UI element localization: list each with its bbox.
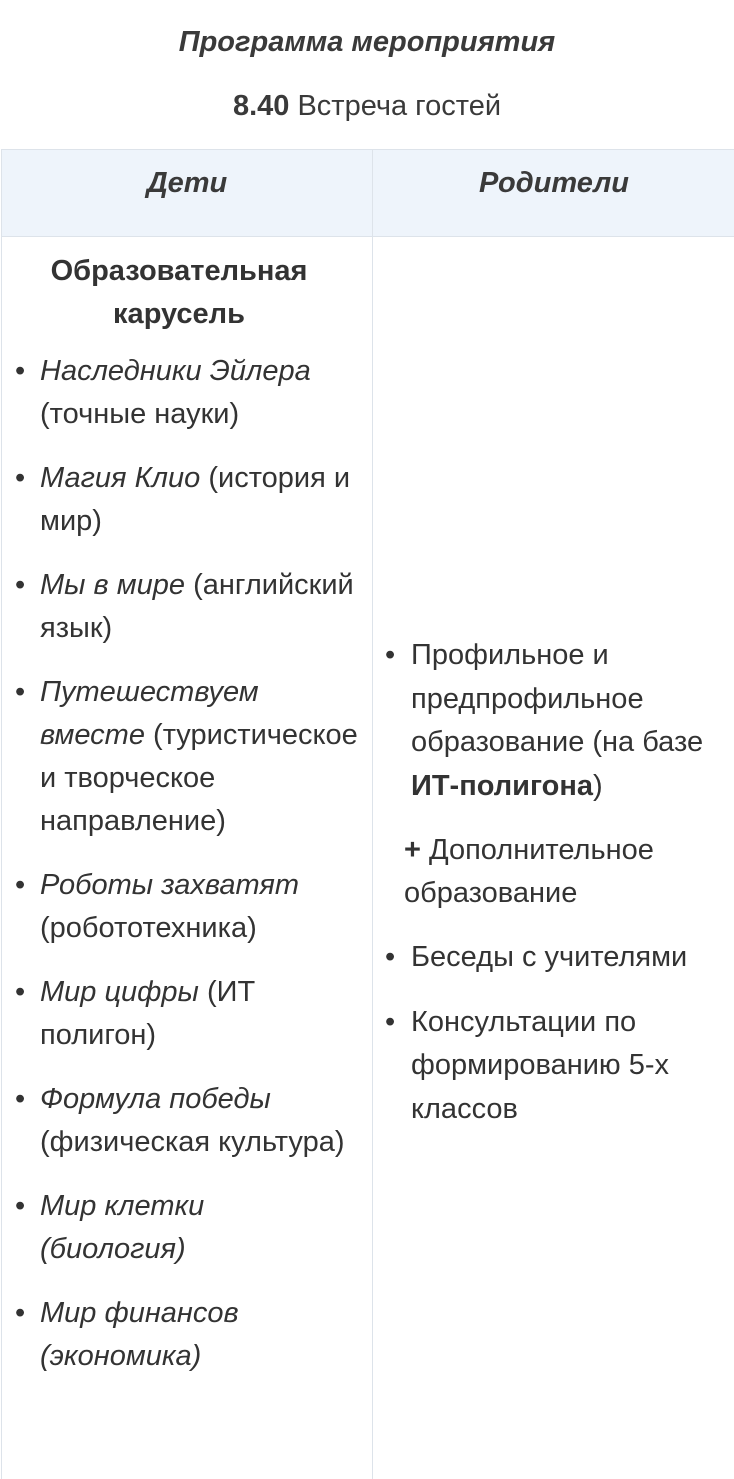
item-name: Мир цифры [40, 976, 199, 1008]
bullet-icon: • [15, 1190, 26, 1222]
plus-icon: + [404, 834, 421, 866]
kids-list [2, 350, 372, 1378]
column-header-kids: Дети [146, 167, 228, 199]
parents-cell [373, 634, 734, 1152]
list-item [2, 671, 358, 843]
item-name: Формула победы [40, 1083, 271, 1115]
event-time: 8.40 [232, 90, 290, 122]
bullet-icon: • [15, 355, 26, 387]
item-desc: (точные науки) [40, 398, 240, 430]
item-text: Консультации по формированию 5-х классов [411, 1005, 670, 1125]
item-name: Путешествуем вместе [40, 676, 259, 751]
list-item [2, 1078, 358, 1164]
list-item [2, 1292, 358, 1378]
bullet-icon: • [385, 941, 396, 973]
item-name: Роботы захватят [40, 869, 300, 901]
item-desc: (биология) [40, 1233, 186, 1265]
column-header-parents: Родители [479, 167, 629, 199]
bullet-icon: • [385, 639, 396, 671]
list-item [2, 564, 358, 650]
item-name: Наследники Эйлера [40, 355, 311, 387]
item-desc: (физическая культура) [40, 1126, 345, 1158]
event-line [0, 86, 734, 126]
item-highlight: ИТ-полигона [411, 769, 594, 802]
page-title: Программа мероприятия [178, 26, 556, 58]
list-item [2, 1185, 358, 1271]
item-text: Беседы с учителями [411, 941, 688, 973]
additional-education-text: Дополнительное образование [404, 834, 654, 909]
list-item [2, 864, 358, 950]
program-table [1, 149, 734, 1479]
item-desc: (история и мир) [40, 462, 351, 537]
bullet-icon: • [15, 976, 26, 1008]
list-item [2, 350, 358, 436]
bullet-icon: • [15, 569, 26, 601]
kids-section-heading: Образовательная карусель [50, 255, 308, 330]
item-desc: (экономика) [40, 1340, 202, 1372]
table-header [2, 150, 734, 237]
bullet-icon: • [15, 676, 26, 708]
item-text: Профильное и предпрофильное образование (на базе [411, 639, 704, 758]
item-desc: (английский язык) [40, 569, 354, 644]
parents-list [373, 634, 734, 808]
item-name: Мы в мире [40, 569, 186, 601]
bullet-icon: • [15, 462, 26, 494]
bullet-icon: • [15, 1083, 26, 1115]
additional-education [373, 829, 724, 915]
bullet-icon: • [385, 1005, 396, 1038]
list-item [373, 1001, 711, 1132]
item-name: Мир клетки [40, 1190, 205, 1222]
item-text-end: ) [593, 769, 603, 802]
list-item [373, 634, 711, 808]
bullet-icon: • [15, 869, 26, 901]
item-desc: (робототехника) [40, 912, 257, 944]
list-item [2, 971, 358, 1057]
bullet-icon: • [15, 1297, 26, 1329]
item-desc: (туристическое и творческое направление) [40, 719, 358, 837]
list-item [373, 936, 711, 980]
item-desc: (ИТ полигон) [40, 976, 256, 1051]
item-name: Магия Клио [40, 462, 201, 494]
item-name: Мир финансов [40, 1297, 239, 1329]
parents-list-2 [373, 936, 734, 1131]
kids-cell [2, 250, 372, 1399]
event-name: Встреча гостей [289, 90, 502, 122]
list-item [2, 457, 358, 543]
